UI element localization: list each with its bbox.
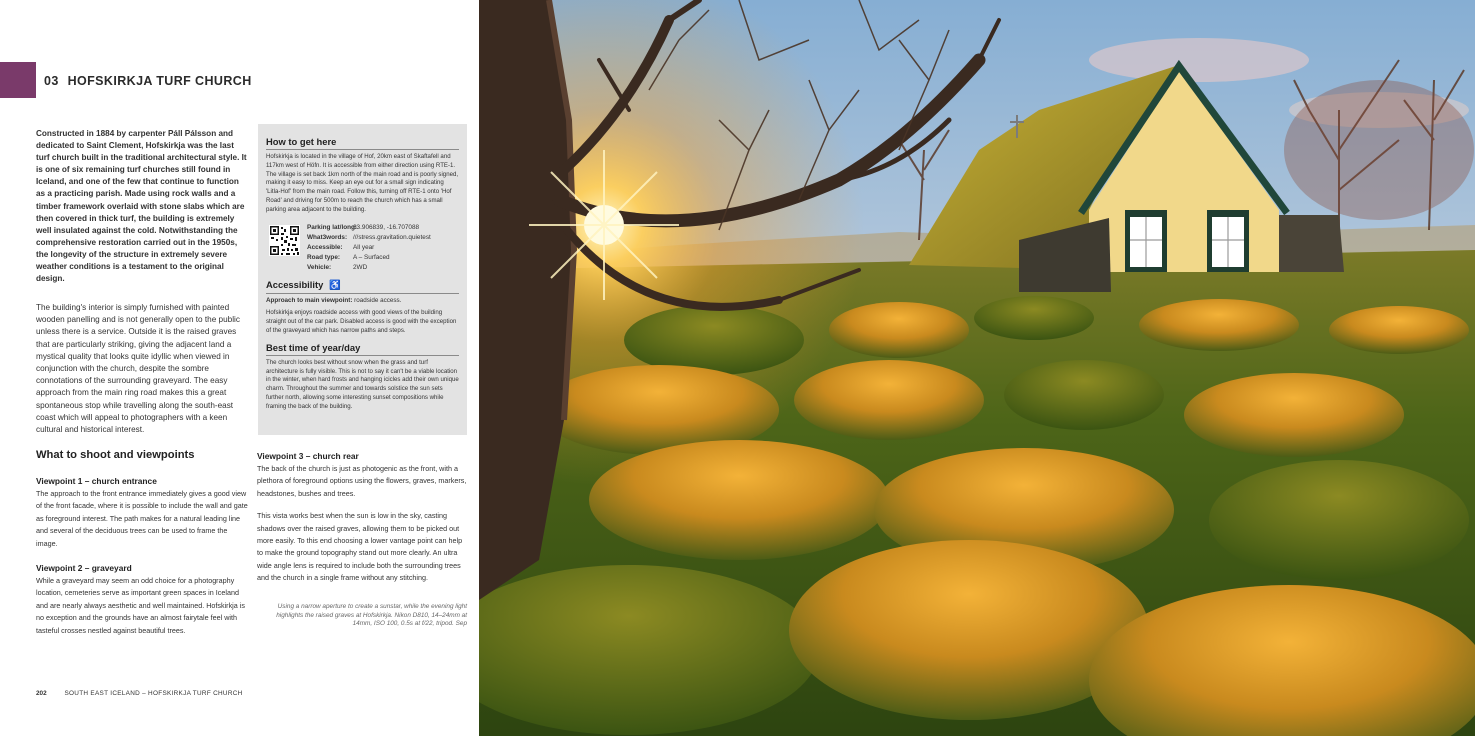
chapter-tab <box>0 62 36 98</box>
chapter-title: HOFSKIRKJA TURF CHURCH <box>67 74 252 88</box>
left-page <box>0 0 479 736</box>
info-row <box>307 263 431 273</box>
info-row <box>307 223 431 233</box>
info-label: Road type: <box>307 253 341 261</box>
viewpoint-2 <box>36 563 248 637</box>
accessibility-section <box>266 279 459 336</box>
accessibility-text: Hofskirkja enjoys roadside access with good views of the building straight out of the car park. Disabled access is good with the exception of the graveyard which has narrow paths and steps. <box>266 309 457 334</box>
page-number: 202 <box>36 690 47 697</box>
info-label: What3words: <box>307 233 348 241</box>
viewpoint-3 <box>257 451 467 585</box>
landscape-image <box>479 0 1475 736</box>
viewpoint-text: The back of the church is just as photogenic as the front, with a plethora of foreground options using the flowers, graves, markers, headstones, bushes and trees. <box>257 464 467 498</box>
info-value: ///stress.gravitation.quietest <box>353 233 431 241</box>
viewpoint-title: Viewpoint 1 – church entrance <box>36 476 157 486</box>
wheelchair-icon: ♿ <box>328 278 341 290</box>
best-time-text: The church looks best without snow when the grass and turf architecture is fully visible. This is not to say it can't be a viable location in the winter, when hard frosts and hanging icicles add their own unique charm. Throughout the summer and towards solstice the sun sets further north, allowing some interesting sunset compositions while framing the back of the building. <box>266 358 459 410</box>
chapter-heading <box>44 74 252 88</box>
intro-paragraph: The building's interior is simply furnished with painted wooden panelling and is not generally open to the public unless there is a service. Outside it is the raised graves that are particularly striking, giving the adjacent land a mystical quality that looks quite idyllic when viewed in conjunction with the church, despite the sombre connotations of the surrounding graveyard. The easy approach from the main ring road makes this a great spontaneous stop while travelling along the south-east coast which will appeal to photographers with a keen cultural and historical interest. <box>36 303 240 435</box>
viewpoint-title: Viewpoint 3 – church rear <box>257 451 359 461</box>
info-row <box>307 233 431 243</box>
how-to-get-here-text: Hofskirkja is located in the village of Hof, 20km east of Skaftafell and 117km west of Höfn. It is accessible from either direction using RTE-1. The village is set back 1km north of the main road and is poorly signed, making it easy to miss. Keep an eye out for a small sign indicating 'Litla-Hof' from the main road. Follow this, turning off RTE-1 onto 'Hof Road' and driving for 500m to reach the church which has a small parking area adjacent to the building. <box>266 153 459 213</box>
info-label: Vehicle: <box>307 263 332 271</box>
page-footer <box>36 690 243 697</box>
photo-caption: Using a narrow aperture to create a sunstar, while the evening light highlights the raised graves at Hofskirkja. Nikon D810, 14–24mm at 14mm, ISO 100, 0.5s at f/22, tripod. Sep <box>276 603 467 628</box>
sunstar <box>529 150 679 300</box>
what-to-shoot-heading: What to shoot and viewpoints <box>36 449 195 461</box>
info-value: 63.906839, -16.707088 <box>353 223 420 231</box>
info-label: Parking lat/long: <box>307 223 358 231</box>
info-row <box>307 243 431 253</box>
viewpoint-1 <box>36 476 248 550</box>
info-table <box>307 223 431 273</box>
viewpoint-title: Viewpoint 2 – graveyard <box>36 563 132 573</box>
how-to-get-here-heading: How to get here <box>266 136 459 150</box>
viewpoint-text: While a graveyard may seem an odd choice for a photography location, cemeteries serve as important green spaces in Iceland and are nearly always aesthetic and well maintained. Hofskirkja is no exception and the grounds have an almost fairytale feel with tasteful crosses nestled against beautiful trees. <box>36 576 245 635</box>
church-photo <box>479 0 1475 736</box>
location-info <box>266 223 459 273</box>
info-sidebar <box>258 124 467 435</box>
accessibility-lead-label: Approach to main viewpoint: <box>266 296 353 304</box>
chapter-number: 03 <box>44 74 59 88</box>
qr-code-icon[interactable] <box>269 225 300 256</box>
accessibility-heading-text: Accessibility <box>266 278 324 290</box>
viewpoint-text: This vista works best when the sun is low in the sky, casting shadows over the raised graves, allowing them to be picked out more easily. To this end choosing a lower vantage point can help to make the ground topography stand out more clearly. An ultra wide angle lens is required to include both the surrounding trees and the church in a single frame without any stitching. <box>257 511 463 583</box>
intro-bold-paragraph: Constructed in 1884 by carpenter Páll Pálsson and dedicated to Saint Clement, Hofskirkja was the last turf church built in the traditional architectural style. It is one of six remaining turf churches still found in Iceland, and one of the few that continue to function as a practicing parish. Made using rock walls and a timber framework overlaid with stone slabs which are then covered in thick turf, the building is extremely well insulated against the cold. Notwithstanding the comprehensive restoration carried out in the 1950s, the longevity of the structure in extremely severe weather conditions is a testament to the original design. <box>36 129 247 284</box>
info-label: Accessible: <box>307 243 343 251</box>
info-value: A – Surfaced <box>353 253 390 261</box>
running-head: SOUTH EAST ICELAND – HOFSKIRKJA TURF CHURCH <box>64 690 243 697</box>
best-time-heading: Best time of year/day <box>266 342 459 356</box>
info-value: 2WD <box>353 263 368 271</box>
accessibility-lead-value: roadside access. <box>354 296 402 304</box>
best-time-section <box>266 342 459 412</box>
viewpoint-text: The approach to the front entrance immediately gives a good view of the front facade, where it is possible to include the wall and gate as foreground interest. The path makes for a natural leading line and several of the deciduous trees can be used to frame the image. <box>36 489 248 548</box>
info-row <box>307 253 431 263</box>
info-value: All year <box>353 243 375 251</box>
accessibility-lead <box>266 297 459 306</box>
accessibility-heading <box>266 279 459 294</box>
